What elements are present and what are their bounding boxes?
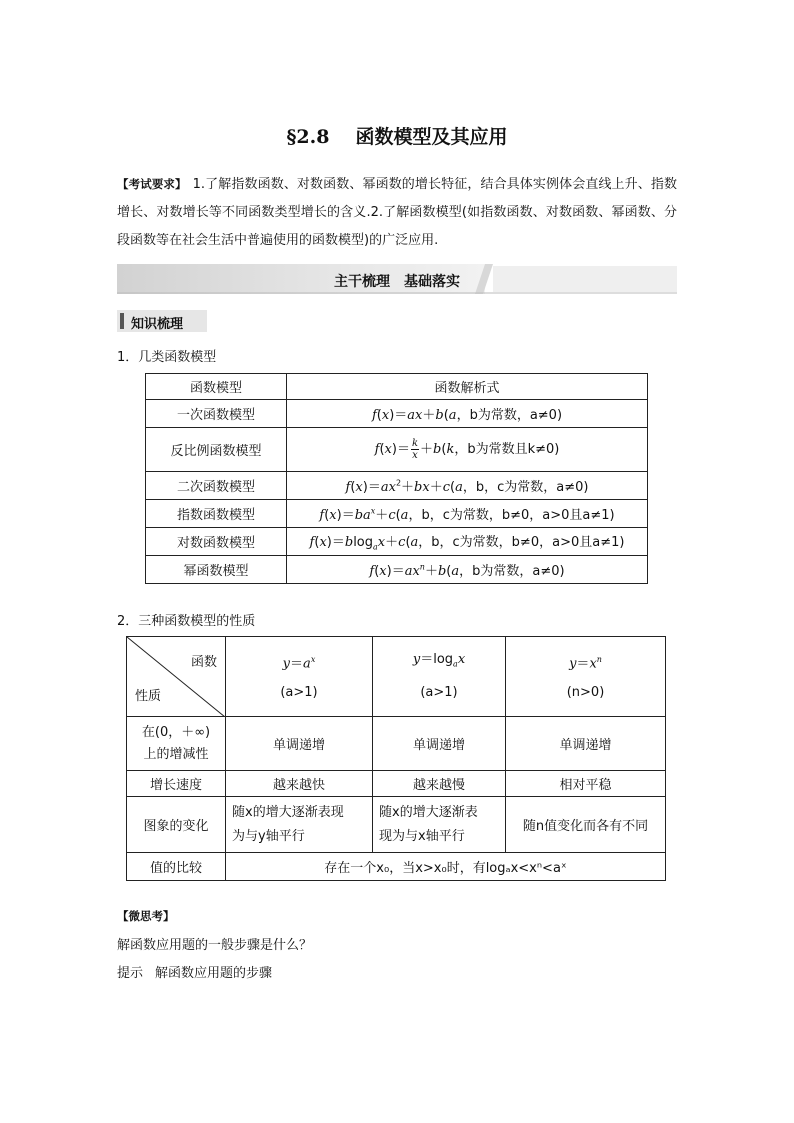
cell-value: 单调递增	[373, 717, 506, 771]
knowledge-label: 知识梳理	[131, 317, 184, 332]
exam-requirements-text: 1.了解指数函数、对数函数、幂函数的增长特征，结合具体实例体会直线上升、指数增长、对数增长等不同函数类型增长的含义.2.了解函数模型(如指数函数、对数函数、幂函数、分段函数等在社会生活中普遍使用的函数模型)的广泛应用.	[117, 177, 677, 248]
section1-heading: 1．几类函数模型	[117, 350, 217, 365]
model-name: 幂函数模型	[146, 556, 287, 584]
cell-value: 随n值变化而各有不同	[506, 797, 666, 853]
model-name: 对数函数模型	[146, 528, 287, 556]
header-logarithmic: $y=\log_ax$ (a>1)	[373, 637, 506, 717]
table-row	[146, 400, 648, 428]
model-formula: f(x)＝ $\frac{k}{x}$ ＋b(k，b为常数且k≠0)	[287, 428, 648, 472]
cell-value: 单调递增	[226, 717, 373, 771]
model-formula: $f(x)=ba^x+c(a$，b，c为常数，b≠0，a>0且a≠1)	[287, 500, 648, 528]
table-row	[127, 797, 666, 853]
corner-top-label: 函数	[190, 655, 217, 670]
title-text: 函数模型及其应用	[355, 126, 508, 148]
diagonal-line	[127, 637, 225, 717]
table-row	[146, 556, 648, 584]
row-label: 在(0，＋∞) 上的增减性	[127, 717, 226, 771]
cell-value: 随x的增大逐渐表现 为与y轴平行	[226, 797, 373, 853]
table-row	[127, 853, 666, 881]
header-exponential: $y=a^x$ (a>1)	[226, 637, 373, 717]
hint	[117, 962, 272, 981]
corner-bottom-label: 性质	[135, 689, 162, 704]
micro-think-label: 【微思考】	[117, 909, 175, 923]
section2-heading: 2．三种函数模型的性质	[117, 614, 256, 629]
row-label: 值的比较	[127, 853, 226, 881]
model-name: 指数函数模型	[146, 500, 287, 528]
hint-label: 提示	[117, 966, 144, 981]
model-name: 二次函数模型	[146, 472, 287, 500]
cell-value: 单调递增	[506, 717, 666, 771]
table-row	[127, 771, 666, 797]
cell-value: 越来越慢	[373, 771, 506, 797]
knowledge-tag	[117, 310, 207, 332]
tag-marker	[120, 313, 124, 329]
header-formula: 函数解析式	[287, 374, 648, 400]
table-row	[146, 500, 648, 528]
header-model: 函数模型	[146, 374, 287, 400]
model-name: 反比例函数模型	[146, 428, 287, 472]
header-power: $y=x^n$ (n>0)	[506, 637, 666, 717]
page-title	[0, 122, 794, 149]
model-formula: f(x)＝blog$_a$x＋c(a，b，c为常数，b≠0，a>0且a≠1)	[287, 528, 648, 556]
corner-cell	[127, 637, 226, 717]
exam-requirements	[117, 170, 677, 255]
cell-value: 相对平稳	[506, 771, 666, 797]
table-header-row	[146, 374, 648, 400]
model-formula: f(x)＝ax＋b(a，b为常数，a≠0)	[287, 400, 648, 428]
row-label: 图象的变化	[127, 797, 226, 853]
model-formula: $f(x)=ax^n+b(a$，b为常数，a≠0)	[287, 556, 648, 584]
table-row	[127, 717, 666, 771]
hint-text: 解函数应用题的步骤	[155, 966, 273, 981]
table-header-row	[127, 637, 666, 717]
table-row	[146, 428, 648, 472]
function-models-table	[145, 373, 648, 584]
section-banner	[117, 264, 677, 294]
cell-value: 越来越快	[226, 771, 373, 797]
comparison-value: 存在一个x₀，当x>x₀时，有logₐx<xⁿ<aˣ	[226, 853, 666, 881]
banner-title: 主干梳理 基础落实	[334, 274, 460, 290]
model-name: 一次函数模型	[146, 400, 287, 428]
exam-requirements-label: 【考试要求】	[117, 177, 187, 191]
table-row	[146, 528, 648, 556]
model-formula: $f(x)=ax^2+bx+c(a$，b，c为常数，a≠0)	[287, 472, 648, 500]
section-number: §2.8	[286, 126, 330, 148]
cell-value: 随x的增大逐渐表 现为与x轴平行	[373, 797, 506, 853]
question-text: 解函数应用题的一般步骤是什么？	[117, 938, 313, 953]
row-label: 增长速度	[127, 771, 226, 797]
function-properties-table	[126, 636, 666, 881]
table-row	[146, 472, 648, 500]
